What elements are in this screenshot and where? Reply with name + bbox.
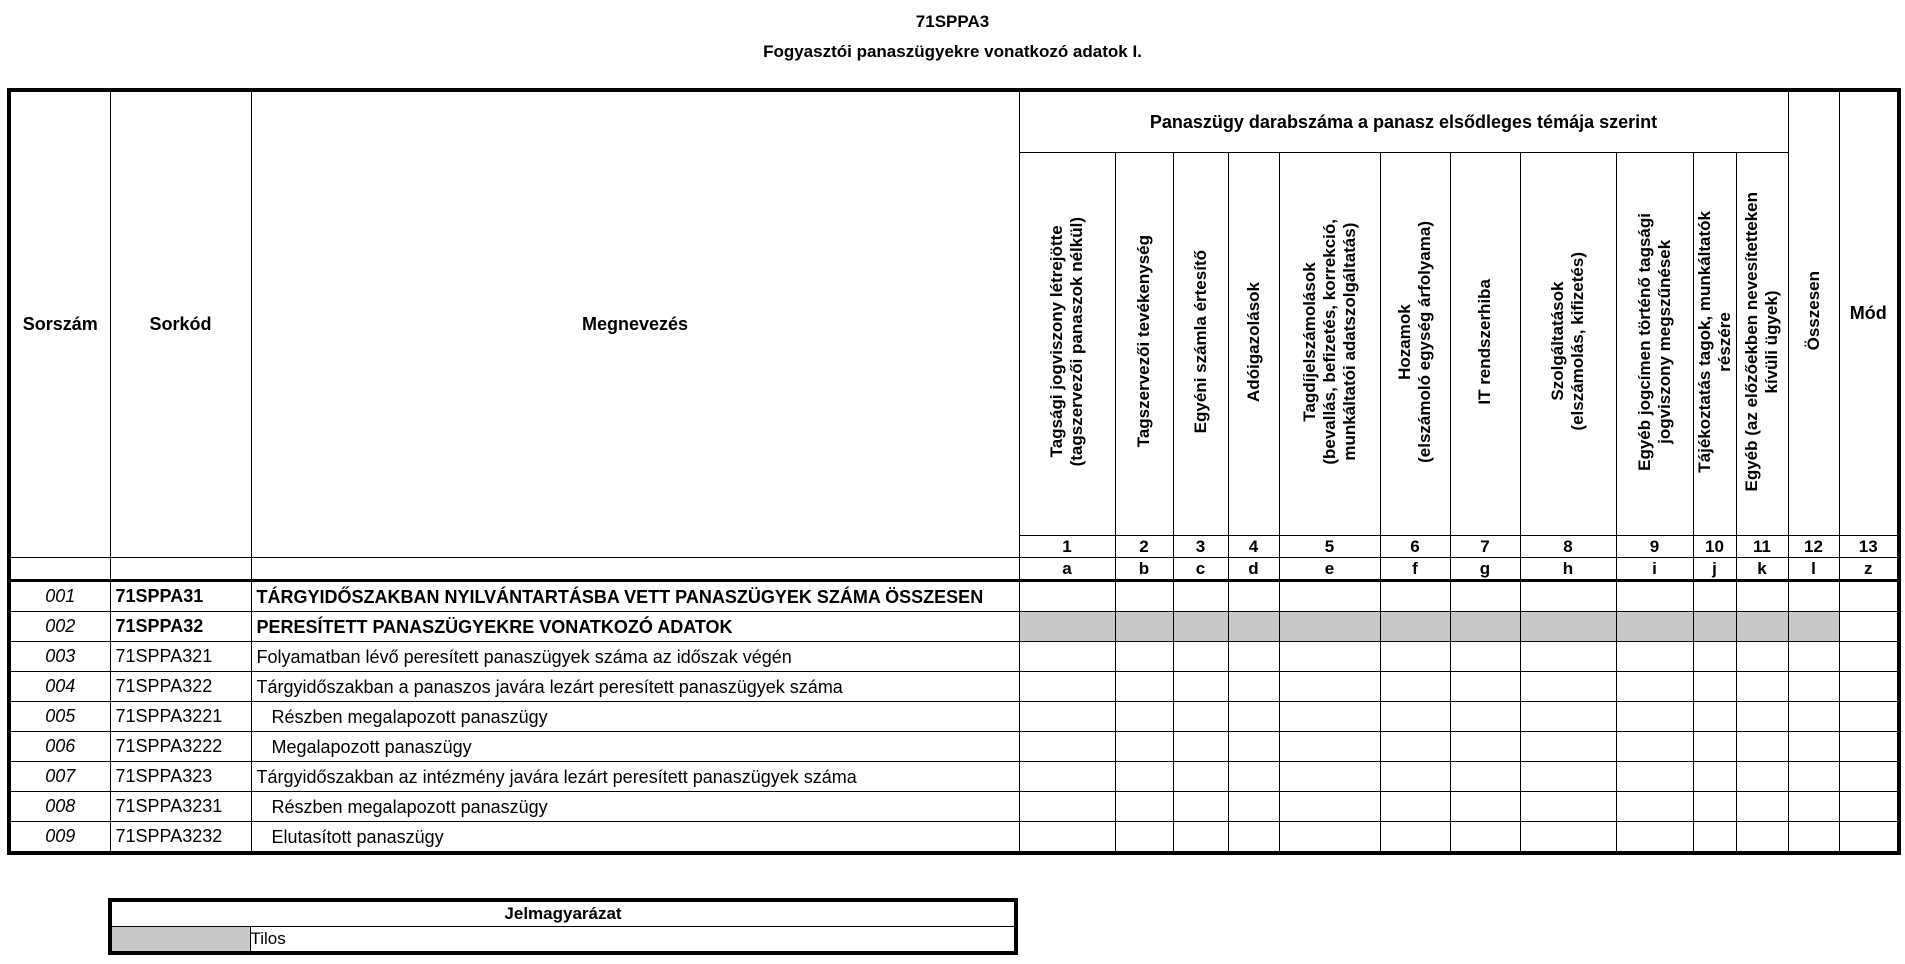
column-number-total: 12 — [1788, 536, 1839, 558]
data-cell[interactable] — [1115, 762, 1173, 792]
data-cell[interactable] — [1693, 702, 1736, 732]
row-megnevezes: Részben megalapozott panaszügy — [251, 702, 1019, 732]
column-number: 10 — [1693, 536, 1736, 558]
column-number: 5 — [1279, 536, 1380, 558]
header-group: Panaszügy darabszáma a panasz elsődleges témája szerint — [1019, 90, 1788, 153]
row-sorszam: 007 — [9, 762, 110, 792]
data-cell[interactable] — [1019, 642, 1115, 672]
data-cell[interactable] — [1736, 792, 1788, 822]
data-cell[interactable] — [1228, 672, 1279, 702]
data-cell[interactable] — [1279, 762, 1380, 792]
data-cell[interactable] — [1450, 672, 1520, 702]
row-sorkod: 71SPPA3221 — [110, 702, 251, 732]
data-cell — [1788, 612, 1839, 642]
data-cell[interactable] — [1450, 702, 1520, 732]
data-cell[interactable] — [1115, 702, 1173, 732]
data-cell[interactable] — [1228, 822, 1279, 854]
data-cell[interactable] — [1115, 792, 1173, 822]
data-cell[interactable] — [1616, 762, 1693, 792]
header-topic-6: Hozamok (elszámoló egység árfolyama) — [1380, 153, 1450, 536]
data-cell[interactable] — [1788, 581, 1839, 612]
data-cell[interactable] — [1693, 762, 1736, 792]
data-cell[interactable] — [1380, 702, 1450, 732]
header-topic-2: Tagszervezői tevékenység — [1115, 153, 1173, 536]
data-cell[interactable] — [1380, 642, 1450, 672]
column-letter: h — [1520, 558, 1616, 581]
row-megnevezes: PERESÍTETT PANASZÜGYEKRE VONATKOZÓ ADATOK — [251, 612, 1019, 642]
column-letter: j — [1693, 558, 1736, 581]
data-cell[interactable] — [1736, 581, 1788, 612]
legend-table — [108, 898, 1018, 955]
data-cell[interactable] — [1616, 732, 1693, 762]
column-letter: k — [1736, 558, 1788, 581]
row-megnevezes: Tárgyidőszakban a panaszos javára lezárt peresített panaszügyek száma — [251, 672, 1019, 702]
column-number: 7 — [1450, 536, 1520, 558]
column-letter: f — [1380, 558, 1450, 581]
header-mod: Mód — [1839, 90, 1899, 536]
data-cell[interactable] — [1380, 732, 1450, 762]
data-cell[interactable] — [1279, 702, 1380, 732]
column-number: 6 — [1380, 536, 1450, 558]
table-row — [9, 762, 1899, 792]
row-sorkod: 71SPPA32 — [110, 612, 251, 642]
data-cell[interactable] — [1693, 822, 1736, 854]
row-sorkod: 71SPPA321 — [110, 642, 251, 672]
table-row — [9, 702, 1899, 732]
data-cell[interactable] — [1520, 702, 1616, 732]
data-cell[interactable] — [1839, 581, 1899, 612]
row-sorszam: 003 — [9, 642, 110, 672]
data-cell — [1228, 612, 1279, 642]
data-cell — [1173, 612, 1228, 642]
row-sorkod: 71SPPA31 — [110, 581, 251, 612]
data-cell[interactable] — [1173, 702, 1228, 732]
data-cell[interactable] — [1228, 581, 1279, 612]
row-sorszam: 002 — [9, 612, 110, 642]
row-megnevezes: Megalapozott panaszügy — [251, 732, 1019, 762]
data-cell[interactable] — [1115, 672, 1173, 702]
data-table — [7, 88, 1901, 855]
data-cell[interactable] — [1279, 822, 1380, 854]
data-cell[interactable] — [1450, 822, 1520, 854]
data-cell[interactable] — [1839, 822, 1899, 854]
header-topic-10: Tájékoztatás tagok, munkáltatók részére — [1693, 153, 1736, 536]
data-cell[interactable] — [1173, 822, 1228, 854]
data-cell[interactable] — [1173, 672, 1228, 702]
data-cell[interactable] — [1520, 792, 1616, 822]
data-cell[interactable] — [1115, 822, 1173, 854]
data-cell[interactable] — [1279, 642, 1380, 672]
data-cell[interactable] — [1450, 581, 1520, 612]
legend-swatch-tilos — [110, 927, 250, 954]
table-row — [9, 792, 1899, 822]
header-megnevezes: Megnevezés — [251, 90, 1019, 558]
data-cell[interactable] — [1019, 762, 1115, 792]
data-cell — [1279, 612, 1380, 642]
data-cell[interactable] — [1019, 581, 1115, 612]
legend-title: Jelmagyarázat — [110, 900, 1016, 927]
data-cell[interactable] — [1616, 702, 1693, 732]
column-letter: c — [1173, 558, 1228, 581]
data-cell[interactable] — [1788, 762, 1839, 792]
data-cell[interactable] — [1788, 672, 1839, 702]
data-cell[interactable] — [1520, 762, 1616, 792]
data-cell[interactable] — [1788, 792, 1839, 822]
column-letter: a — [1019, 558, 1115, 581]
data-cell[interactable] — [1380, 762, 1450, 792]
row-sorszam: 008 — [9, 792, 110, 822]
header-sorszam: Sorszám — [9, 90, 110, 558]
data-cell[interactable] — [1173, 762, 1228, 792]
header-topic-3: Egyéni számla értesítő — [1173, 153, 1228, 536]
data-cell[interactable] — [1115, 732, 1173, 762]
row-megnevezes: Elutasított panaszügy — [251, 822, 1019, 854]
data-cell[interactable] — [1019, 702, 1115, 732]
data-cell[interactable] — [1450, 792, 1520, 822]
data-cell[interactable] — [1520, 581, 1616, 612]
data-cell — [1450, 612, 1520, 642]
data-cell[interactable] — [1450, 762, 1520, 792]
data-cell[interactable] — [1115, 581, 1173, 612]
data-cell[interactable] — [1788, 702, 1839, 732]
header-topic-9: Egyéb jogcímen történő tagsági jogviszony megszűnések — [1616, 153, 1693, 536]
data-cell[interactable] — [1736, 642, 1788, 672]
data-cell — [1380, 612, 1450, 642]
data-cell[interactable] — [1115, 642, 1173, 672]
data-cell[interactable] — [1173, 732, 1228, 762]
data-cell[interactable] — [1839, 642, 1899, 672]
column-number: 4 — [1228, 536, 1279, 558]
data-cell[interactable] — [1228, 792, 1279, 822]
letters-blank — [110, 558, 251, 581]
data-cell[interactable] — [1736, 762, 1788, 792]
data-cell[interactable] — [1616, 822, 1693, 854]
data-cell[interactable] — [1173, 792, 1228, 822]
column-letter-mod: z — [1839, 558, 1899, 581]
data-cell[interactable] — [1839, 672, 1899, 702]
column-number-mod: 13 — [1839, 536, 1899, 558]
data-cell[interactable] — [1616, 792, 1693, 822]
data-cell[interactable] — [1839, 762, 1899, 792]
data-cell[interactable] — [1693, 581, 1736, 612]
data-cell[interactable] — [1616, 672, 1693, 702]
data-cell[interactable] — [1788, 822, 1839, 854]
data-cell — [1115, 612, 1173, 642]
header-topic-4: Adóigazolások — [1228, 153, 1279, 536]
column-number: 11 — [1736, 536, 1788, 558]
data-cell[interactable] — [1279, 672, 1380, 702]
row-sorszam: 009 — [9, 822, 110, 854]
data-cell[interactable] — [1228, 702, 1279, 732]
data-cell[interactable] — [1616, 642, 1693, 672]
data-cell[interactable] — [1736, 672, 1788, 702]
column-letter: d — [1228, 558, 1279, 581]
column-letter-total: l — [1788, 558, 1839, 581]
row-sorszam: 006 — [9, 732, 110, 762]
data-cell[interactable] — [1228, 642, 1279, 672]
data-cell[interactable] — [1788, 642, 1839, 672]
legend-label-tilos: Tilos — [250, 927, 1016, 954]
row-megnevezes: Folyamatban lévő peresített panaszügyek száma az időszak végén — [251, 642, 1019, 672]
row-sorkod: 71SPPA322 — [110, 672, 251, 702]
row-sorszam: 004 — [9, 672, 110, 702]
letters-blank — [9, 558, 110, 581]
data-cell[interactable] — [1839, 732, 1899, 762]
column-number: 2 — [1115, 536, 1173, 558]
data-cell[interactable] — [1380, 581, 1450, 612]
data-cell[interactable] — [1279, 792, 1380, 822]
column-letter: e — [1279, 558, 1380, 581]
data-cell[interactable] — [1616, 581, 1693, 612]
data-cell[interactable] — [1019, 822, 1115, 854]
data-cell — [1520, 612, 1616, 642]
data-cell[interactable] — [1228, 732, 1279, 762]
row-sorszam: 005 — [9, 702, 110, 732]
data-cell[interactable] — [1788, 732, 1839, 762]
data-cell[interactable] — [1520, 822, 1616, 854]
data-cell[interactable] — [1279, 732, 1380, 762]
column-number: 3 — [1173, 536, 1228, 558]
data-cell[interactable] — [1839, 612, 1899, 642]
data-cell[interactable] — [1736, 702, 1788, 732]
data-cell[interactable] — [1019, 792, 1115, 822]
data-cell — [1736, 612, 1788, 642]
header-topic-8: Szolgáltatások (elszámolás, kifizetés) — [1520, 153, 1616, 536]
data-cell[interactable] — [1693, 672, 1736, 702]
header-topic-11: Egyéb (az előzőekben nevesítetteken kívüli ügyek) — [1736, 153, 1788, 536]
data-cell[interactable] — [1450, 642, 1520, 672]
table-row — [9, 581, 1899, 612]
data-cell — [1693, 612, 1736, 642]
data-cell[interactable] — [1173, 642, 1228, 672]
data-cell[interactable] — [1693, 792, 1736, 822]
data-cell — [1019, 612, 1115, 642]
data-cell[interactable] — [1736, 822, 1788, 854]
data-cell[interactable] — [1380, 822, 1450, 854]
column-letter: i — [1616, 558, 1693, 581]
table-row — [9, 642, 1899, 672]
column-number: 8 — [1520, 536, 1616, 558]
form-code: 71SPPA3 — [915, 12, 990, 31]
column-letter: g — [1450, 558, 1520, 581]
header-topic-7: IT rendszerhiba — [1450, 153, 1520, 536]
data-cell[interactable] — [1693, 642, 1736, 672]
column-number: 9 — [1616, 536, 1693, 558]
form-title: Fogyasztói panaszügyekre vonatkozó adatok I. — [763, 42, 1142, 61]
header-sorkod: Sorkód — [110, 90, 251, 558]
row-megnevezes: TÁRGYIDŐSZAKBAN NYILVÁNTARTÁSBA VETT PANASZÜGYEK SZÁMA ÖSSZESEN — [251, 581, 1019, 612]
data-cell[interactable] — [1380, 792, 1450, 822]
letters-blank — [251, 558, 1019, 581]
data-cell[interactable] — [1839, 702, 1899, 732]
row-megnevezes: Tárgyidőszakban az intézmény javára lezárt peresített panaszügyek száma — [251, 762, 1019, 792]
data-cell[interactable] — [1520, 732, 1616, 762]
row-sorkod: 71SPPA3231 — [110, 792, 251, 822]
data-cell[interactable] — [1380, 672, 1450, 702]
row-sorszam: 001 — [9, 581, 110, 612]
table-row — [9, 822, 1899, 854]
data-cell[interactable] — [1520, 672, 1616, 702]
table-row — [9, 612, 1899, 642]
table-row — [9, 672, 1899, 702]
column-number: 1 — [1019, 536, 1115, 558]
table-row — [9, 732, 1899, 762]
data-cell[interactable] — [1520, 642, 1616, 672]
row-sorkod: 71SPPA3222 — [110, 732, 251, 762]
column-letter: b — [1115, 558, 1173, 581]
header-topic-5: Tagdíjelszámolások (bevallás, befizetés, korrekció, munkáltatói adatszolgáltatás) — [1279, 153, 1380, 536]
data-cell[interactable] — [1736, 732, 1788, 762]
data-cell[interactable] — [1279, 581, 1380, 612]
data-cell[interactable] — [1450, 732, 1520, 762]
data-cell[interactable] — [1228, 762, 1279, 792]
header-topic-1: Tagsági jogviszony létrejötte (tagszervezői panaszok nélkül) — [1019, 153, 1115, 536]
data-cell — [1616, 612, 1693, 642]
row-sorkod: 71SPPA323 — [110, 762, 251, 792]
row-megnevezes: Részben megalapozott panaszügy — [251, 792, 1019, 822]
data-cell[interactable] — [1019, 672, 1115, 702]
row-sorkod: 71SPPA3232 — [110, 822, 251, 854]
header-osszesen: Összesen — [1788, 90, 1839, 536]
data-cell[interactable] — [1173, 581, 1228, 612]
data-cell[interactable] — [1693, 732, 1736, 762]
data-cell[interactable] — [1019, 732, 1115, 762]
data-cell[interactable] — [1839, 792, 1899, 822]
